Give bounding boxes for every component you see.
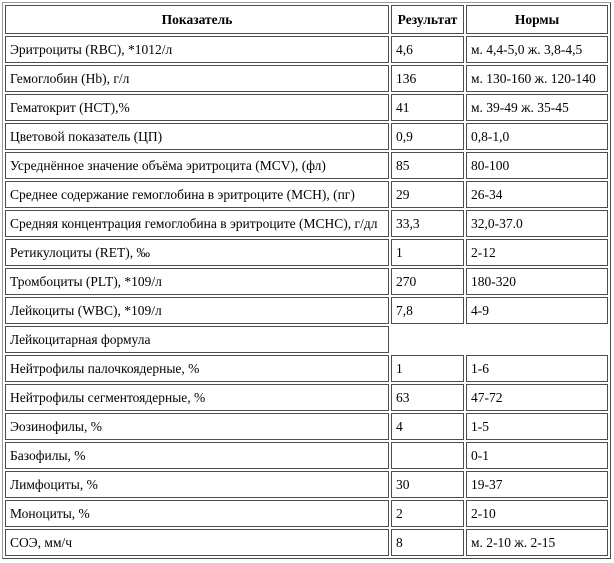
cell-parameter: Цветовой показатель (ЦП) <box>5 123 389 150</box>
cell-result: 7,8 <box>391 297 464 324</box>
cell-norm: 32,0-37.0 <box>466 210 608 237</box>
cell-norm: 0,8-1,0 <box>466 123 608 150</box>
table-row <box>5 268 608 295</box>
cell-result: 29 <box>391 181 464 208</box>
table-row <box>5 36 608 63</box>
cell-parameter: Лейкоцитарная формула <box>5 326 389 353</box>
table-header-row <box>5 5 608 34</box>
cell-result: 1 <box>391 355 464 382</box>
cell-norm: 1-6 <box>466 355 608 382</box>
table-header <box>5 5 608 34</box>
cell-result: 8 <box>391 529 464 556</box>
cell-parameter: Ретикулоциты (RET), ‰ <box>5 239 389 266</box>
column-header-parameter: Показатель <box>5 5 389 34</box>
cell-norm: м. 130-160 ж. 120-140 <box>466 65 608 92</box>
table-row <box>5 442 608 469</box>
cell-parameter: Эозинофилы, % <box>5 413 389 440</box>
cell-norm: 180-320 <box>466 268 608 295</box>
cell-result: 270 <box>391 268 464 295</box>
cell-result <box>391 442 464 469</box>
cell-parameter: Среднее содержание гемоглобина в эритроците (MCH), (пг) <box>5 181 389 208</box>
cell-norm: 47-72 <box>466 384 608 411</box>
cell-norm: 4-9 <box>466 297 608 324</box>
cell-parameter: Гематокрит (HCT),% <box>5 94 389 121</box>
table-row <box>5 210 608 237</box>
table-row <box>5 384 608 411</box>
cell-parameter: Нейтрофилы палочкоядерные, % <box>5 355 389 382</box>
cell-result: 33,3 <box>391 210 464 237</box>
table-row <box>5 355 608 382</box>
cell-norm: 1-5 <box>466 413 608 440</box>
cell-result: 4,6 <box>391 36 464 63</box>
cell-result: 85 <box>391 152 464 179</box>
table-row <box>5 123 608 150</box>
cell-parameter: СОЭ, мм/ч <box>5 529 389 556</box>
cell-result: 1 <box>391 239 464 266</box>
table-row <box>5 529 608 556</box>
cell-parameter: Моноциты, % <box>5 500 389 527</box>
table-row <box>5 297 608 324</box>
cell-result: 41 <box>391 94 464 121</box>
cell-norm: 19-37 <box>466 471 608 498</box>
results-table-body <box>5 36 608 556</box>
table-row <box>5 471 608 498</box>
lab-results-table <box>2 2 611 559</box>
cell-norm: м. 2-10 ж. 2-15 <box>466 529 608 556</box>
cell-result: 0,9 <box>391 123 464 150</box>
cell-parameter: Средняя концентрация гемоглобина в эритроците (MCHC), г/дл <box>5 210 389 237</box>
cell-parameter: Лимфоциты, % <box>5 471 389 498</box>
table-row <box>5 181 608 208</box>
cell-parameter: Базофилы, % <box>5 442 389 469</box>
column-header-result: Результат <box>391 5 464 34</box>
cell-parameter: Эритроциты (RBC), *1012/л <box>5 36 389 63</box>
cell-norm: 26-34 <box>466 181 608 208</box>
cell-result: 63 <box>391 384 464 411</box>
cell-parameter: Усреднённое значение объёма эритроцита (MCV), (фл) <box>5 152 389 179</box>
cell-norm: 2-12 <box>466 239 608 266</box>
cell-norm: 2-10 <box>466 500 608 527</box>
cell-result: 136 <box>391 65 464 92</box>
cell-result: 30 <box>391 471 464 498</box>
table-row <box>5 500 608 527</box>
cell-norm: 80-100 <box>466 152 608 179</box>
cell-norm: 0-1 <box>466 442 608 469</box>
cell-parameter: Нейтрофилы сегментоядерные, % <box>5 384 389 411</box>
column-header-norm: Нормы <box>466 5 608 34</box>
table-row <box>5 65 608 92</box>
cell-norm: м. 4,4-5,0 ж. 3,8-4,5 <box>466 36 608 63</box>
table-row <box>5 94 608 121</box>
table-row <box>5 152 608 179</box>
cell-parameter: Тромбоциты (PLT), *109/л <box>5 268 389 295</box>
cell-norm: м. 39-49 ж. 35-45 <box>466 94 608 121</box>
cell-parameter: Лейкоциты (WBC), *109/л <box>5 297 389 324</box>
cell-parameter: Гемоглобин (Hb), г/л <box>5 65 389 92</box>
table-row <box>5 413 608 440</box>
cell-result: 2 <box>391 500 464 527</box>
cell-result: 4 <box>391 413 464 440</box>
table-row <box>5 326 608 353</box>
table-row <box>5 239 608 266</box>
